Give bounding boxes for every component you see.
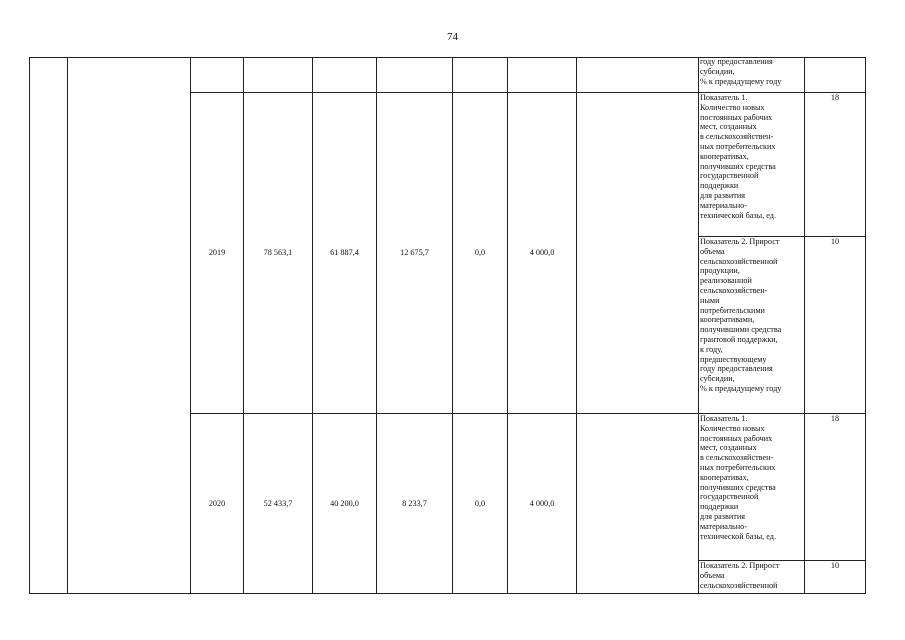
indicator-line: государственной bbox=[700, 492, 759, 502]
indicator-line: объема bbox=[700, 570, 725, 580]
indicator-line: в сельскохозяйствен- bbox=[700, 453, 774, 463]
indicator-line: получивших средства bbox=[700, 482, 776, 492]
local-cell: 0,0 bbox=[474, 499, 486, 508]
indicator-line: субсидии, bbox=[700, 374, 735, 384]
col-divider bbox=[698, 57, 699, 594]
federal-cell: 40 200,0 bbox=[330, 499, 359, 508]
total-cell: 78 563,1 bbox=[263, 248, 293, 257]
indicator-line: для развития bbox=[700, 511, 745, 521]
indicator-line: ных потребительских bbox=[700, 462, 776, 472]
indicator-line: году предоставления bbox=[700, 364, 773, 374]
indicator-line: Количество новых bbox=[700, 423, 765, 433]
indicator-line: объема bbox=[700, 246, 725, 256]
col-divider bbox=[243, 57, 244, 594]
indicator-line: сельскохозяйственной bbox=[700, 580, 778, 590]
table-border-bottom bbox=[29, 593, 866, 594]
indicator-text bbox=[700, 237, 781, 394]
indicator-line: Показатель 1. bbox=[700, 93, 748, 102]
indicator-line: году предоставления bbox=[700, 57, 773, 66]
indicator-line: технической базы, ед. bbox=[700, 531, 777, 541]
indicator-value: 18 bbox=[830, 93, 840, 102]
extra-cell: 4 000,0 bbox=[529, 248, 555, 257]
indicator-line: мест, созданных bbox=[700, 443, 757, 453]
indicator-line: сельскохозяйствен- bbox=[700, 285, 768, 295]
col-divider bbox=[804, 57, 805, 594]
indicator-line: постоянных рабочих bbox=[700, 433, 773, 443]
indicator-line: для развития bbox=[700, 190, 745, 200]
indicator-fragment bbox=[700, 57, 781, 86]
col-divider bbox=[507, 57, 508, 594]
indicator-line: получившими средства bbox=[700, 325, 782, 335]
indicator-line: % к предыдущему году bbox=[700, 383, 782, 393]
total-cell: 52 433,7 bbox=[263, 499, 293, 508]
indicator-line: кооперативах, bbox=[700, 472, 749, 482]
indicator-line: мест, созданных bbox=[700, 122, 757, 132]
indicator-line: потребительскими bbox=[700, 305, 765, 315]
extra-cell: 4 000,0 bbox=[529, 499, 555, 508]
year-cell: 2019 bbox=[208, 248, 226, 257]
indicator-line: грантовой поддержки, bbox=[700, 334, 778, 344]
indicator-line: субсидии, bbox=[700, 66, 735, 76]
indicator-line: Показатель 1. bbox=[700, 414, 748, 423]
indicator-value: 10 bbox=[830, 237, 840, 246]
indicator-line: реализованной bbox=[700, 276, 752, 286]
col-divider bbox=[376, 57, 377, 594]
indicator-line: продукции, bbox=[700, 266, 740, 276]
indicator-line: кооперативами, bbox=[700, 315, 755, 325]
regional-cell: 12 675,7 bbox=[400, 248, 429, 257]
indicator-value: 10 bbox=[830, 561, 840, 570]
col-divider bbox=[576, 57, 577, 594]
indicator-line: поддержки bbox=[700, 502, 739, 512]
indicator-text bbox=[700, 561, 779, 590]
page-number: 74 bbox=[447, 31, 458, 43]
indicator-line: технической базы, ед. bbox=[700, 210, 777, 220]
indicator-text bbox=[700, 414, 776, 541]
col-divider bbox=[452, 57, 453, 594]
indicator-line: сельскохозяйственной bbox=[700, 256, 778, 266]
indicator-value: 18 bbox=[830, 414, 840, 423]
indicator-line: материально- bbox=[700, 521, 747, 531]
indicator-line: Количество новых bbox=[700, 102, 765, 112]
regional-cell: 8 233,7 bbox=[402, 499, 427, 508]
col-divider bbox=[67, 57, 68, 594]
indicator-line: к году, bbox=[700, 344, 723, 354]
indicator-line: получивших средства bbox=[700, 161, 776, 171]
indicator-line: ных потребительских bbox=[700, 141, 776, 151]
indicator-line: поддержки bbox=[700, 181, 739, 191]
indicator-line: предшествующему bbox=[700, 354, 767, 364]
indicator-line: ными bbox=[700, 295, 720, 305]
indicator-line: Показатель 2. Прирост bbox=[700, 237, 780, 246]
indicator-line: государственной bbox=[700, 171, 759, 181]
indicator-line: % к предыдущему году bbox=[700, 76, 782, 86]
table-border-right bbox=[865, 57, 866, 594]
indicator-line: Показатель 2. Прирост bbox=[700, 561, 780, 570]
col-divider bbox=[190, 57, 191, 594]
year-cell: 2020 bbox=[208, 499, 226, 508]
federal-cell: 61 887,4 bbox=[330, 248, 359, 257]
indicator-line: постоянных рабочих bbox=[700, 112, 773, 122]
indicator-line: материально- bbox=[700, 200, 747, 210]
indicator-line: в сельскохозяйствен- bbox=[700, 132, 774, 142]
indicator-text bbox=[700, 93, 776, 220]
local-cell: 0,0 bbox=[474, 248, 486, 257]
col-divider bbox=[312, 57, 313, 594]
indicator-line: кооперативах, bbox=[700, 151, 749, 161]
table-border-left bbox=[29, 57, 30, 594]
